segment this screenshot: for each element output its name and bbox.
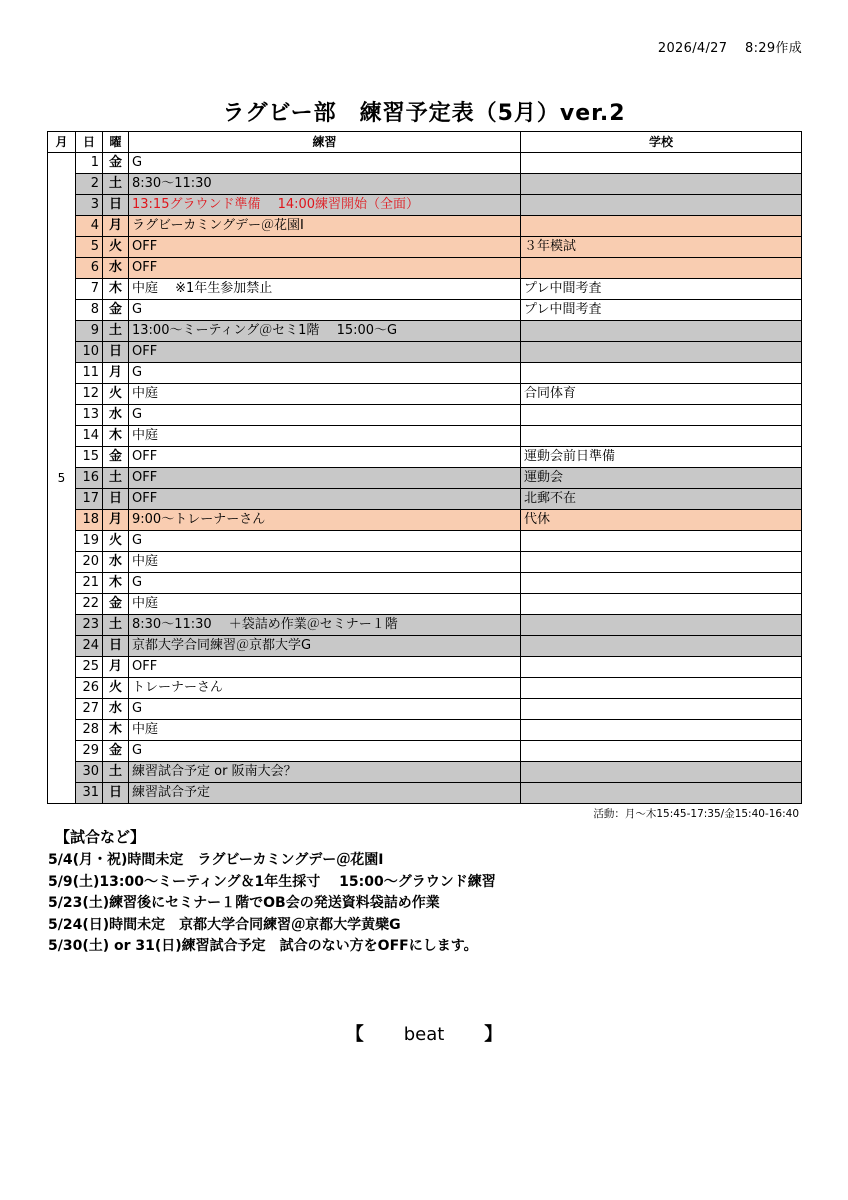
school-cell <box>521 741 802 762</box>
day-cell: 9 <box>76 321 103 342</box>
day-cell: 19 <box>76 531 103 552</box>
practice-cell: OFF <box>129 489 521 510</box>
school-cell <box>521 552 802 573</box>
day-cell: 17 <box>76 489 103 510</box>
team-bracket-close: 】 <box>484 1024 503 1045</box>
weekday-cell: 土 <box>103 468 129 489</box>
note-item: 5/24(日)時間未定 京都大学合同練習＠京都大学黄檗G <box>48 916 401 933</box>
day-cell: 15 <box>76 447 103 468</box>
created-timestamp: 2026/4/27 8:29作成 <box>657 41 802 56</box>
school-cell: 運動会前日準備 <box>521 447 802 468</box>
weekday-cell: 日 <box>103 783 129 804</box>
table-row <box>48 783 802 804</box>
day-cell: 23 <box>76 615 103 636</box>
table-row <box>48 615 802 636</box>
table-row <box>48 195 802 216</box>
practice-cell: G <box>129 153 521 174</box>
table-row <box>48 258 802 279</box>
page-title: ラグビー部 練習予定表（5月）ver.2 <box>222 101 626 126</box>
weekday-cell: 水 <box>103 405 129 426</box>
practice-cell: G <box>129 741 521 762</box>
header-month: 月 <box>48 132 76 153</box>
day-cell: 2 <box>76 174 103 195</box>
practice-cell: 13:00～ミーティング＠セミ1階 15:00～G <box>129 321 521 342</box>
team-bracket-open: 【 <box>345 1024 364 1045</box>
team-label <box>0 1020 848 1046</box>
weekday-cell: 火 <box>103 384 129 405</box>
day-cell: 5 <box>76 237 103 258</box>
practice-cell: 9:00～トレーナーさん <box>129 510 521 531</box>
weekday-cell: 木 <box>103 573 129 594</box>
practice-cell: 8:30～11:30 <box>129 174 521 195</box>
practice-cell: OFF <box>129 342 521 363</box>
note-item: 5/23(土)練習後にセミナー１階でOB会の発送資料袋詰め作業 <box>48 895 440 911</box>
table-row <box>48 657 802 678</box>
table-row <box>48 300 802 321</box>
school-cell <box>521 321 802 342</box>
practice-cell: OFF <box>129 237 521 258</box>
weekday-cell: 土 <box>103 321 129 342</box>
team-name: beat <box>403 1024 445 1045</box>
weekday-cell: 月 <box>103 363 129 384</box>
schedule-body <box>48 153 802 804</box>
table-row <box>48 720 802 741</box>
practice-cell: G <box>129 699 521 720</box>
table-row <box>48 741 802 762</box>
practice-cell: G <box>129 531 521 552</box>
weekday-cell: 火 <box>103 531 129 552</box>
weekday-cell: 月 <box>103 657 129 678</box>
school-cell: 北郵不在 <box>521 489 802 510</box>
practice-cell: OFF <box>129 657 521 678</box>
practice-cell: OFF <box>129 258 521 279</box>
table-row <box>48 594 802 615</box>
school-cell <box>521 426 802 447</box>
practice-cell: 8:30～11:30 ＋袋詰め作業＠セミナー１階 <box>129 615 521 636</box>
day-cell: 24 <box>76 636 103 657</box>
table-row <box>48 405 802 426</box>
table-row <box>48 321 802 342</box>
school-cell: 代休 <box>521 510 802 531</box>
table-row <box>48 216 802 237</box>
practice-cell: OFF <box>129 447 521 468</box>
day-cell: 31 <box>76 783 103 804</box>
practice-cell: OFF <box>129 468 521 489</box>
practice-cell: トレーナーさん <box>129 678 521 699</box>
table-row <box>48 762 802 783</box>
school-cell <box>521 783 802 804</box>
notes-heading: 【試合など】 <box>55 828 146 846</box>
weekday-cell: 水 <box>103 258 129 279</box>
weekday-cell: 金 <box>103 594 129 615</box>
practice-cell: G <box>129 573 521 594</box>
weekday-cell: 金 <box>103 153 129 174</box>
school-cell <box>521 363 802 384</box>
weekday-cell: 日 <box>103 636 129 657</box>
table-row <box>48 468 802 489</box>
school-cell <box>521 174 802 195</box>
school-cell <box>521 195 802 216</box>
day-cell: 10 <box>76 342 103 363</box>
practice-cell: ラグビーカミングデー＠花園Ⅰ <box>129 216 521 237</box>
table-row <box>48 510 802 531</box>
school-cell <box>521 531 802 552</box>
table-row <box>48 426 802 447</box>
practice-cell: 13:15グラウンド準備 14:00練習開始（全面） <box>129 195 521 216</box>
table-row <box>48 342 802 363</box>
practice-cell: G <box>129 300 521 321</box>
school-cell <box>521 678 802 699</box>
weekday-cell: 火 <box>103 678 129 699</box>
school-cell: プレ中間考査 <box>521 300 802 321</box>
school-cell <box>521 216 802 237</box>
weekday-cell: 月 <box>103 510 129 531</box>
school-cell <box>521 342 802 363</box>
table-row <box>48 573 802 594</box>
day-cell: 29 <box>76 741 103 762</box>
day-cell: 26 <box>76 678 103 699</box>
school-cell <box>521 405 802 426</box>
school-cell: 運動会 <box>521 468 802 489</box>
day-cell: 16 <box>76 468 103 489</box>
school-cell: ３年模試 <box>521 237 802 258</box>
day-cell: 4 <box>76 216 103 237</box>
table-row <box>48 489 802 510</box>
month-cell: 5 <box>48 153 76 804</box>
practice-cell: G <box>129 363 521 384</box>
day-cell: 3 <box>76 195 103 216</box>
practice-cell: 中庭 <box>129 594 521 615</box>
weekday-cell: 水 <box>103 552 129 573</box>
day-cell: 27 <box>76 699 103 720</box>
school-cell <box>521 153 802 174</box>
day-cell: 18 <box>76 510 103 531</box>
weekday-cell: 火 <box>103 237 129 258</box>
weekday-cell: 日 <box>103 342 129 363</box>
table-row <box>48 279 802 300</box>
table-row <box>48 699 802 720</box>
day-cell: 22 <box>76 594 103 615</box>
header-day: 日 <box>76 132 103 153</box>
header-dow: 曜 <box>103 132 129 153</box>
table-row <box>48 531 802 552</box>
practice-cell: 練習試合予定 or 阪南大会？ <box>129 762 521 783</box>
day-cell: 12 <box>76 384 103 405</box>
day-cell: 6 <box>76 258 103 279</box>
day-cell: 8 <box>76 300 103 321</box>
weekday-cell: 日 <box>103 489 129 510</box>
day-cell: 25 <box>76 657 103 678</box>
header-school: 学校 <box>521 132 802 153</box>
school-cell: 合同体育 <box>521 384 802 405</box>
weekday-cell: 木 <box>103 720 129 741</box>
practice-cell: 中庭 <box>129 720 521 741</box>
weekday-cell: 土 <box>103 615 129 636</box>
weekday-cell: 金 <box>103 300 129 321</box>
table-row <box>48 552 802 573</box>
weekday-cell: 土 <box>103 762 129 783</box>
weekday-cell: 金 <box>103 741 129 762</box>
day-cell: 20 <box>76 552 103 573</box>
weekday-cell: 土 <box>103 174 129 195</box>
day-cell: 7 <box>76 279 103 300</box>
day-cell: 1 <box>76 153 103 174</box>
weekday-cell: 金 <box>103 447 129 468</box>
day-cell: 11 <box>76 363 103 384</box>
school-cell <box>521 762 802 783</box>
notes-list <box>48 850 496 958</box>
table-row <box>48 174 802 195</box>
table-row <box>48 447 802 468</box>
practice-cell: G <box>129 405 521 426</box>
practice-cell: 中庭 <box>129 426 521 447</box>
school-cell <box>521 699 802 720</box>
school-cell <box>521 657 802 678</box>
weekday-cell: 月 <box>103 216 129 237</box>
table-row <box>48 153 802 174</box>
practice-cell: 練習試合予定 <box>129 783 521 804</box>
table-row <box>48 363 802 384</box>
day-cell: 13 <box>76 405 103 426</box>
note-item: 5/30(土) or 31(日)練習試合予定 試合のない方をOFFにします。 <box>48 938 478 954</box>
schedule-table <box>47 131 802 804</box>
day-cell: 21 <box>76 573 103 594</box>
table-header-row <box>48 132 802 153</box>
weekday-cell: 水 <box>103 699 129 720</box>
note-item: 5/9(土)13:00～ミーティング＆1年生採寸 15:00～グラウンド練習 <box>48 873 496 890</box>
day-cell: 30 <box>76 762 103 783</box>
practice-cell: 京都大学合同練習＠京都大学G <box>129 636 521 657</box>
school-cell <box>521 615 802 636</box>
note-item: 5/4(月・祝)時間未定 ラグビーカミングデー＠花園Ⅰ <box>48 852 384 868</box>
table-row <box>48 678 802 699</box>
weekday-cell: 日 <box>103 195 129 216</box>
table-row <box>48 636 802 657</box>
school-cell <box>521 594 802 615</box>
practice-cell: 中庭 <box>129 384 521 405</box>
school-cell <box>521 720 802 741</box>
day-cell: 14 <box>76 426 103 447</box>
practice-cell: 中庭 ※1年生参加禁止 <box>129 279 521 300</box>
table-row <box>48 237 802 258</box>
school-cell: プレ中間考査 <box>521 279 802 300</box>
activity-hours-note: 活動：月～木15:45-17:35/金15:40-16:40 <box>593 808 799 820</box>
weekday-cell: 木 <box>103 279 129 300</box>
practice-cell: 中庭 <box>129 552 521 573</box>
school-cell <box>521 258 802 279</box>
header-practice: 練習 <box>129 132 521 153</box>
weekday-cell: 木 <box>103 426 129 447</box>
day-cell: 28 <box>76 720 103 741</box>
school-cell <box>521 573 802 594</box>
table-row <box>48 384 802 405</box>
school-cell <box>521 636 802 657</box>
